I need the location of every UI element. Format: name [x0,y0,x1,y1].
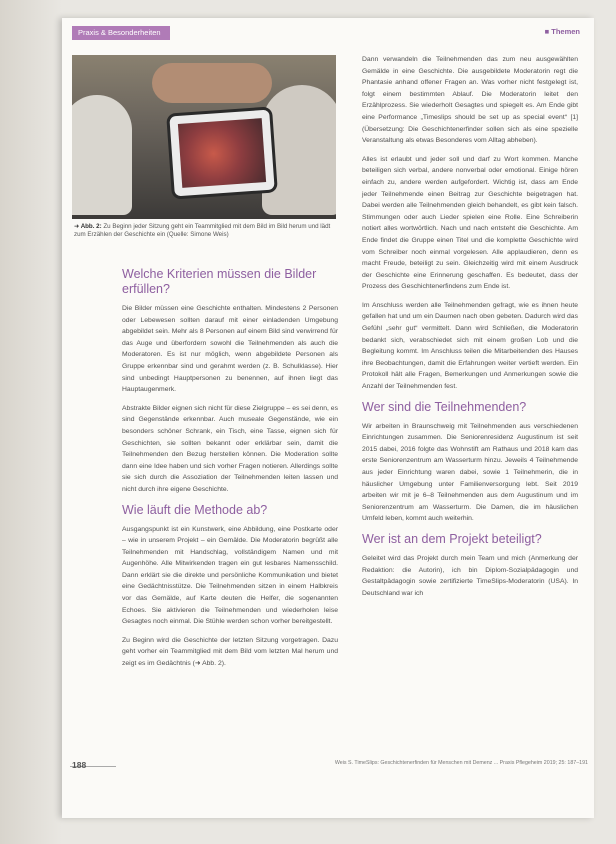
heading-method: Wie läuft die Methode ab? [122,502,268,517]
paragraph: Abstrakte Bilder eignen sich nicht für diese Zielgruppe – es sei denn, es sind Gegenstände erkennbar. Auch museale Gegenstände, wie ein besonders schöner Schrank, ein Tisch, eine Tasse, eignen sich für Geschichten, sie sollten bekannt oder erklärbar sein, damit die Teilnehmenden den Bezug herstellen können. Die Moderation sollte dann eine Idee haben und sich vorher Fragen notieren. Allerdings sollte sie sich durch die Assoziation der Teilnehmenden leiten lassen und nicht durch ihre eigene Geschichte. [122,404,338,493]
paragraph: Zu Beginn wird die Geschichte der letzten Sitzung vorgetragen. Dazu geht vorher ein Teammitglied mit dem Bild vom letzten Mal herum und zeigt es im Gedächtnis (➜ Abb. 2). [122,636,338,668]
paragraph: Dann verwandeln die Teilnehmenden das zum neu ausgewählten Gemälde in eine Geschichte. Die ausgebildete Moderatorin regt die Phantasie anhand offener Fragen an. Was vorher nicht festgelegt ist, folgt einem bestimmten Ablauf. Die Moderatorin leitet den Erzählprozess. Sie wiederholt Gesagtes und spiegelt es. Am Ende gibt eine Performance „Timeslips should be set up as special event“ [1] (Übersetzung: Die Geschichtenerfinder sollen sich als eine spezielle Veranstaltung als etwas Besonderes vom Alltag abheben). [362,56,578,145]
magazine-page [62,18,594,818]
photo-tablet [169,110,274,197]
caption-label: Abb. 2: [80,223,102,230]
left-column [122,261,338,677]
figure-photo [72,55,336,219]
photo-hands [152,63,272,103]
paragraph: Die Bilder müssen eine Geschichte enthalten. Mindestens 2 Personen oder Lebewesen sollten darauf mit einer einladenden Umgebung abgebildet sein. Mehr als 8 Personen auf einem Bild sind verwirrend für das Auge und überfordern sowohl die Teilnehmenden als auch die Moderatoren. Es ist nur möglich, wenn abgebildete Personen als Gruppe erkennbar sind und gerahmt werden (z. B. Schulklasse). Hier sind unbedingt Hauptpersonen zu benennen, auf ihnen liegt das Hauptaugenmerk. [122,305,338,394]
paragraph: Im Anschluss werden alle Teilnehmenden gefragt, wie es ihnen heute gefallen hat und um ein Daumen nach oben gebeten. Dadurch wird das Gefühl „sehr gut“ vermittelt. Dann wird Schließen, die Moderatorin bedankt sich, verabschiedet sich mit einem großen Lob und die Begleitung kommt. Im Anschluss teilen die Mitarbeitenden des Hauses ihre Beobachtungen, damit die Erfahrungen weiter vertieft werden. Ein Protokoll hält alle Fragen, Bemerkungen und Anmerkungen sowie die Anzahl der Teilnehmenden fest. [362,301,578,391]
heading-project: Wer ist an dem Projekt beteiligt? [362,531,542,546]
right-column [362,54,578,606]
paragraph: Ausgangspunkt ist ein Kunstwerk, eine Abbildung, eine Postkarte oder – wie in unserem Projekt – ein Gemälde. Die Moderatorin begrüßt alle Teilnehmenden mit Handschlag, vollständigem Namen und mit Augenhöhe. Alle Mitwirkenden tragen ein gut lesbares Namensschild. Dann erklärt sie die direkte und persönliche Kommunikation und bietet eine Gedächtnisstütze. Die Teilnehmenden sitzen in einem Halbkreis vor das Gemälde, auf Karte deuten die Helfer, die sogenannten Echoes. Sie aktivieren die Teilnehmenden und wiederholen leise Gesagtes noch einmal. Die Stühle werden schon vorher bereitgestellt. [122,525,338,626]
photo-person-right [262,85,336,215]
heading-participants: Wer sind die Teilnehmenden? [362,399,527,414]
paragraph: Geleitet wird das Projekt durch mein Team und mich (Anmerkung der Redaktion: die Autorin), ich bin Diplom-Sozialpädagogin und Gestaltpädagogin sowie zertifizierte TimeSlips-Moderatorin (USA). In Deutschland war ich [362,554,578,597]
figure-caption: ➜ Abb. 2: Zu Beginn jeder Sitzung geht ein Teammitglied mit dem Bild im Bild herum und lädt zum Erzählen der Geschichte ein (Quelle: Simone Weis) [74,223,331,238]
paragraph: Wir arbeiten in Braunschweig mit Teilnehmenden aus verschiedenen Einrichtungen zusammen. Die Seniorenresidenz Augustinum ist seit 2015 dabei, 2016 folgte das Wohnstift am Rathaus und 2018 kam das erste Seniorenzentrum am Wasserturm hinzu. Jeweils 4 Teilnehmende aus jeder Einrichtung waren dabei, sowie 1 Teilnehmerin, die in häuslicher Umgebung unter Familienversorgung lebt. Seit 2019 arbeiten wir mit je 6–8 Teilnehmenden aus dem Augustinum und im Seniorenzentrum am Wasserturm. Die Damen, die im häuslichen Umfeld leben, kommt auch weiterhin. [362,422,578,523]
category-tag: ■ Themen [544,27,580,36]
tablet-screen [178,118,266,188]
category-tag-label: Themen [551,27,580,36]
photo-person-left [72,95,132,215]
page-gutter [0,0,62,844]
page-number: 188 [72,760,87,770]
paragraph: Alles ist erlaubt und jeder soll und darf zu Wort kommen. Manche beteiligen sich verbal, andere nonverbal oder emotional. Einige hören einfach zu, andere werden aufgefordert. Wichtig ist, dass am Ende jeder Teilnehmende einen Beitrag zur Geschichte beigetragen hat. Dabei werden alle Teilnehmenden gleich behandelt, es gibt kein falsch. Stimmungen oder auch Lieder spielen eine Rolle. Eine Schreiberin notiert alles wortwörtlich. Nach und nach entsteht die Geschichte. Am Ende findet die Gruppe einen Titel und die komplette Geschichte wird vom Schreiber noch einmal vorgelesen. Alle applaudieren, denn es macht Freude, beteiligt zu sein. Gleichzeitig wird mit einem Ausdruck der Geschichte eine Erinnerung geschaffen. Es bedeutet, dass der Prozess des Geschichtenerfindens zum Ende ist. [362,155,578,291]
section-label: Praxis & Besonderheiten [72,26,170,40]
footer-citation: Weis S. TimeSlips: Geschichtenerfinden für Menschen mit Demenz ... Praxis Pflegeheim 2019; 25: 187–191 [334,760,588,766]
heading-criteria: Welche Kriterien müssen die Bilder erfüllen? [122,267,317,296]
caption-text: Zu Beginn jeder Sitzung geht ein Teammitglied mit dem Bild im Bild herum und lädt zum Erzählen der Geschichte ein (Quelle: Simone Weis) [74,223,331,238]
